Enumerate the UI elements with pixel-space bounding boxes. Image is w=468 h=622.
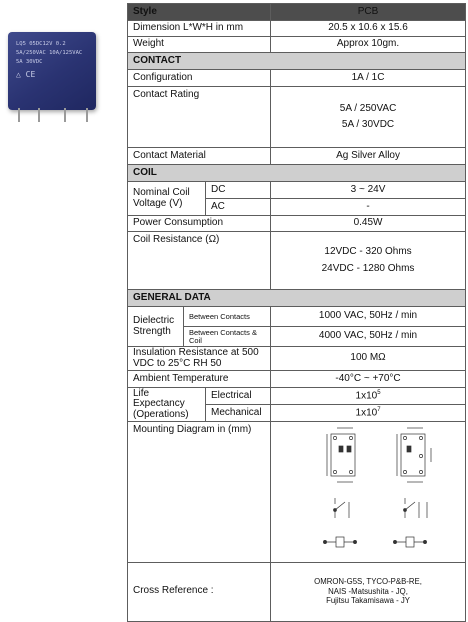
electrical-label: Electrical (206, 388, 271, 405)
between-contacts-coil-label: Between Contacts & Coil (184, 327, 271, 347)
coil-resistance-value (271, 232, 466, 290)
mechanical-label: Mechanical (206, 405, 271, 422)
nominal-voltage-label: Nominal Coil Voltage (V) (128, 182, 206, 216)
cross-reference-line: NAIS -Matsushita - JQ, (328, 586, 408, 596)
electrical-value (271, 388, 466, 405)
electrical-exponent: 5 (377, 390, 381, 397)
coil-resistance-12v: 12VDC - 320 Ohms (324, 246, 412, 257)
dc-label: DC (206, 182, 271, 199)
mounting-diagram-cell (271, 422, 466, 563)
weight-row (128, 37, 466, 53)
contact-material-row (128, 148, 466, 165)
between-contacts-value: 1000 VAC, 50Hz / min (271, 307, 466, 327)
relay-photo (6, 30, 100, 126)
weight-label: Weight (128, 37, 271, 53)
relay-pin (64, 108, 66, 122)
contact-rating-dc: 5A / 30VDC (341, 119, 395, 130)
contact-rating-label: Contact Rating (128, 87, 271, 148)
footprint-right (401, 434, 425, 476)
contact-title: CONTACT (128, 53, 466, 70)
configuration-row (128, 70, 466, 87)
cross-reference-row (128, 562, 466, 621)
electrical-base: 1x10 (355, 390, 378, 402)
coil-symbol-left (336, 537, 344, 547)
coil-symbol-right (406, 537, 414, 547)
life-electrical-row (128, 388, 466, 405)
relay-marking-3: 5A 30VDC (16, 59, 43, 65)
coil-resistance-row (128, 232, 466, 290)
cross-reference-value (271, 562, 466, 621)
insulation-value: 100 MΩ (271, 347, 466, 371)
relay-pin (38, 108, 40, 122)
insulation-row (128, 347, 466, 371)
relay-body (8, 32, 96, 110)
spec-table (127, 3, 466, 622)
ambient-label: Ambient Temperature (128, 371, 271, 388)
ac-value: - (271, 199, 466, 216)
between-contacts-coil-value: 4000 VAC, 50Hz / min (271, 327, 466, 347)
contact-rating-value (271, 87, 466, 148)
cross-reference-line: Fujitsu Takamisawa - JY (326, 596, 410, 606)
ambient-row (128, 371, 466, 388)
relay-marking-2: 5A/250VAC 10A/125VAC (16, 50, 83, 56)
contact-material-label: Contact Material (128, 148, 271, 165)
coil-resistance-label: Coil Resistance (Ω) (128, 232, 271, 290)
cross-reference-label: Cross Reference : (128, 562, 271, 621)
relay-pin (86, 108, 88, 122)
relay-pin (18, 108, 20, 122)
ambient-value: -40°C ~ +70°C (271, 371, 466, 388)
weight-value: Approx 10gm. (271, 37, 466, 53)
cross-reference-line: OMRON-G5S, TYCO-P&B-RE, (314, 577, 422, 587)
relay-marking-4: △ CE (16, 70, 36, 79)
dimension-row (128, 21, 466, 37)
mechanical-base: 1x10 (355, 407, 378, 419)
mechanical-exponent: 7 (377, 407, 381, 414)
coil-section (128, 165, 466, 182)
mounting-row (128, 422, 466, 563)
between-contacts-label: Between Contacts (184, 307, 271, 327)
ac-label: AC (206, 199, 271, 216)
contact-rating-row (128, 87, 466, 148)
mounting-label: Mounting Diagram in (mm) (128, 422, 271, 563)
general-section (128, 290, 466, 307)
dimension-label: Dimension L*W*H in mm (128, 21, 271, 37)
contact-material-value: Ag Silver Alloy (271, 148, 466, 165)
nominal-dc-row (128, 182, 466, 199)
power-value: 0.45W (271, 216, 466, 232)
life-label: Life Expectancy (Operations) (128, 388, 206, 422)
coil-resistance-24v: 24VDC - 1280 Ohms (321, 262, 415, 274)
configuration-value: 1A / 1C (271, 70, 466, 87)
style-label: Style (128, 4, 271, 21)
style-row (128, 4, 466, 21)
power-row (128, 216, 466, 232)
dimension-value: 20.5 x 10.6 x 15.6 (271, 21, 466, 37)
general-title: GENERAL DATA (128, 290, 466, 307)
relay-marking-1: LQ5 05DC12V 0.2 (16, 41, 66, 47)
insulation-label: Insulation Resistance at 500 VDC to 25°C RH 50 (128, 347, 271, 371)
contact-rating-ac: 5A / 250VAC (339, 102, 397, 114)
power-label: Power Consumption (128, 216, 271, 232)
mounting-diagram (271, 422, 466, 558)
coil-title: COIL (128, 165, 466, 182)
mechanical-value (271, 405, 466, 422)
footprint-left (331, 434, 355, 476)
dielectric-contacts-row (128, 307, 466, 327)
dc-value: 3 ~ 24V (271, 182, 466, 199)
contact-section (128, 53, 466, 70)
configuration-label: Configuration (128, 70, 271, 87)
style-value: PCB (271, 4, 466, 21)
dielectric-label: Dielectric Strength (128, 307, 184, 347)
